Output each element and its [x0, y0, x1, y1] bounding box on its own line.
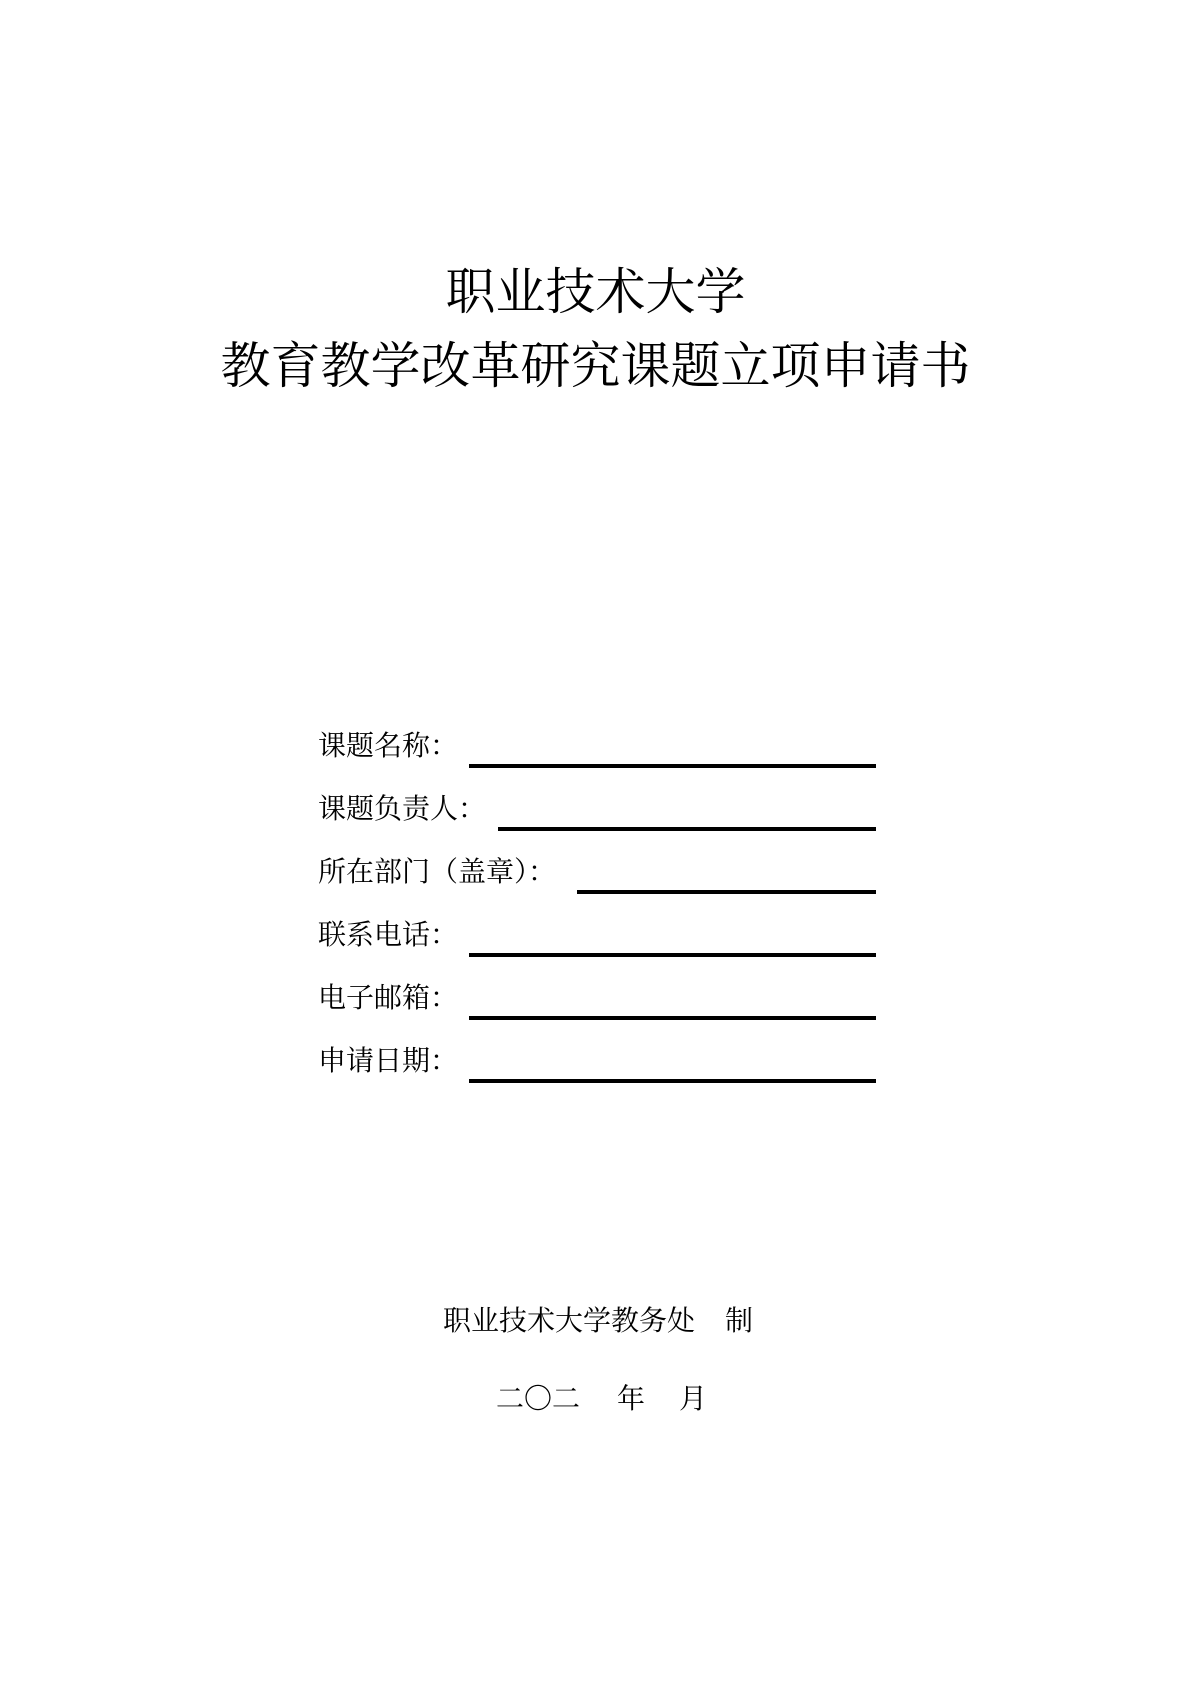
field-line-phone[interactable]	[469, 953, 876, 957]
field-label-department: 所在部门（盖章）：	[318, 855, 557, 888]
field-line-application-date[interactable]	[469, 1079, 876, 1083]
date-month-label: 月	[679, 1382, 708, 1415]
date-year-label: 年	[617, 1382, 646, 1415]
field-line-project-leader[interactable]	[498, 827, 876, 831]
document-subtitle: 教育教学改革研究课题立项申请书	[220, 337, 971, 395]
document-title: 职业技术大学	[445, 263, 746, 321]
field-label-application-date: 申请日期：	[318, 1044, 459, 1077]
field-label-phone: 联系电话：	[318, 918, 459, 951]
field-line-email[interactable]	[469, 1016, 876, 1020]
issuer-name: 职业技术大学教务处	[443, 1304, 696, 1337]
field-line-project-name[interactable]	[469, 764, 876, 768]
field-label-project-name: 课题名称：	[318, 729, 459, 762]
field-line-department[interactable]	[577, 890, 876, 894]
field-label-project-leader: 课题负责人：	[318, 792, 487, 825]
issuer-made-label: 制	[725, 1304, 754, 1337]
field-label-email: 电子邮箱：	[318, 981, 459, 1014]
date-year-prefix: 二〇二	[496, 1382, 581, 1415]
